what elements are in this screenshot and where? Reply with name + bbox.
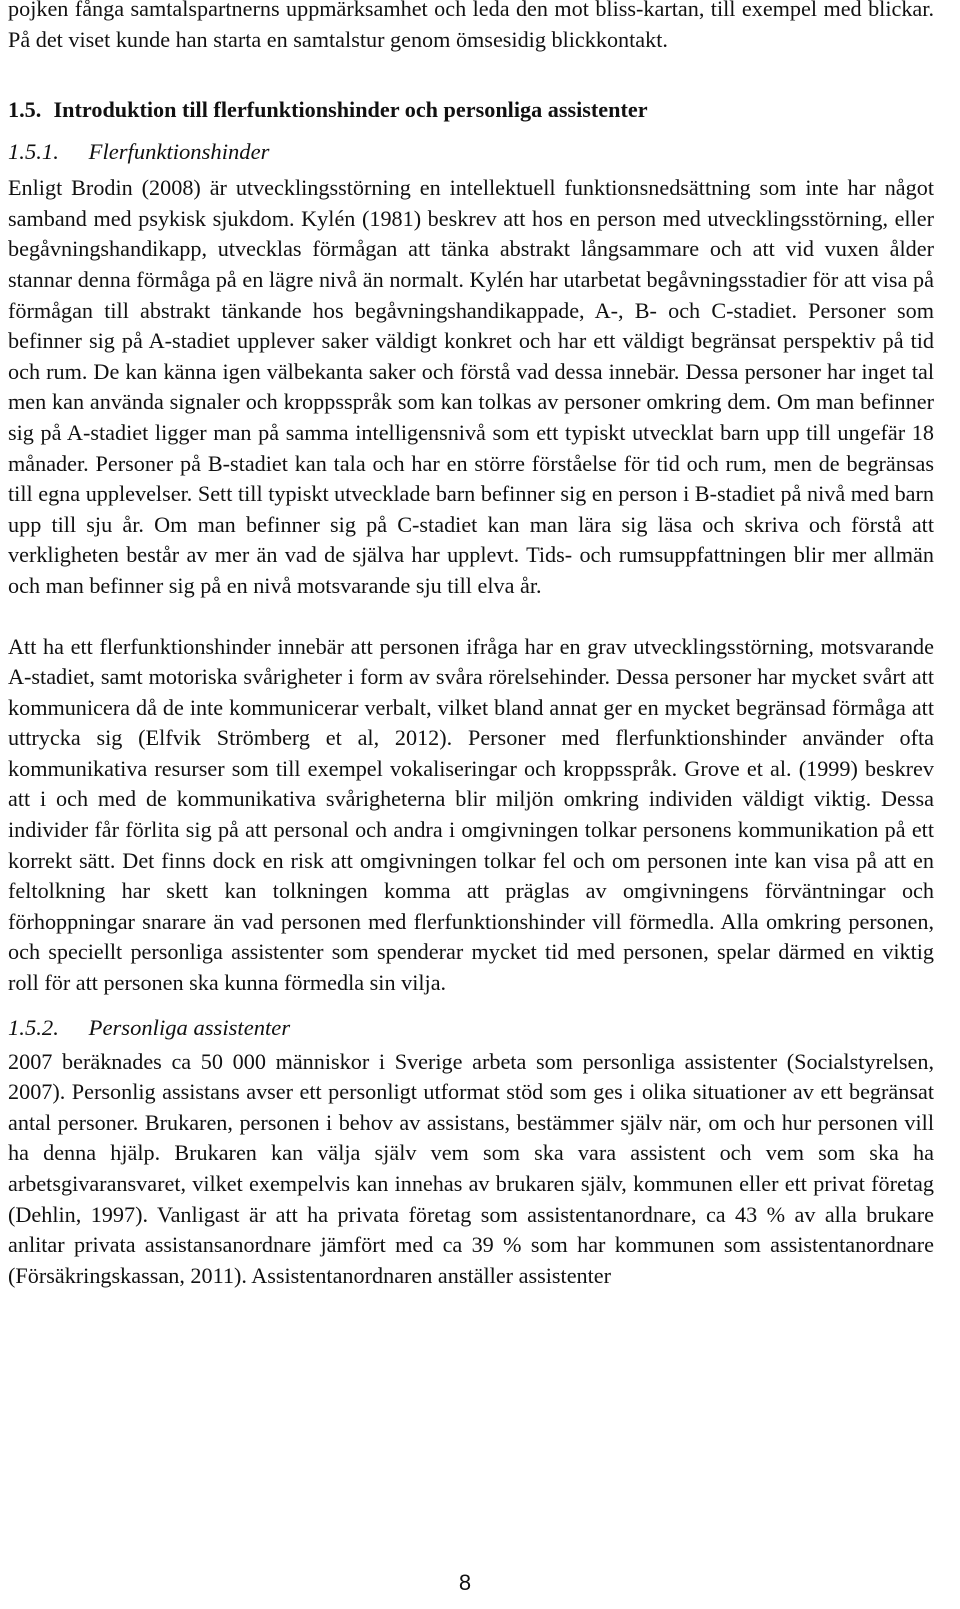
subsection-title-2: Personliga assistenter xyxy=(88,1014,291,1040)
subsection-heading-1 xyxy=(8,137,934,167)
subsection-number-1: 1.5.1. xyxy=(8,139,59,165)
subsection-title-1: Flerfunktionshinder xyxy=(88,139,270,165)
body-paragraph: 2007 beräknades ca 50 000 människor i Sverige arbeta som personliga assistenter (Socialstyrelsen, 2007). Personlig assistans avser ett personligt utformat stöd som ges i olika situationer av ett begränsat antal personer. Brukaren, personen i behov av assistans, bestämmer själv när, om och hur personen vill ha denna hjälp. Brukaren kan välja själv vem som ska vara assistent och vem som ska ha arbetsgivaransvaret, vilket exempelvis kan innehas av brukaren själv, kommunen eller ett privat företag (Dehlin, 1997). Vanligast är att ha privata företag som assistentanordnare, ca 43 % av alla brukare anlitar privata assistansanordnare jämfört med ca 39 % som har kommunen som assistentanordnare (Försäkringskassan, 2011). Assistentanordnaren anställer assistenter xyxy=(8,1048,934,1288)
subsection-number-2: 1.5.2. xyxy=(8,1014,59,1040)
body-paragraph: Enligt Brodin (2008) är utvecklingsstörning en intellektuell funktionsnedsättning som inte har något samband med psykisk sjukdom. Kylén (1981) beskrev att hos en person med utvecklingsstörning, eller begåvningshandikapp, utvecklas förmågan att tänka abstrakt långsammare och att vid vuxen ålder stannar denna förmåga på en lägre nivå än normalt. Kylén har utarbetat begåvningsstadier för att visa på förmågan till abstrakt tänkande hos begåvningshandikappade, A-, B- och C-stadiet. Personer som befinner sig på A-stadiet upplever saker väldigt konkret och har ett väldigt begränsat perspektiv på tid och rum. De kan känna igen välbekanta saker och förstå vad dessa innebär. Dessa personer har inget tal men kan använda signaler och kroppsspråk som kan tolkas av personer omkring dem. Om man befinner sig på A-stadiet ligger man på samma intelligensnivå som ett typiskt utvecklat barn upp till ungefär 18 månader. Personer på B-stadiet kan tala och har en större förståelse för tid och rum, men de begränsas till egna upplevelser. Sett till typiskt utvecklade barn befinner sig en person i B-stadiet på nivå med barn upp till sju år. Om man befinner sig på C-stadiet kan man lära sig läsa och skriva och förstå att verkligheten består av mer än vad de själva har upplevt. Tids- och rumsuppfattningen blir mer allmän och man befinner sig på en nivå motsvarande sju till elva år. xyxy=(8,175,934,598)
subsection-heading-2 xyxy=(8,1013,934,1043)
body-paragraph: Att ha ett flerfunktionshinder innebär att personen ifråga har en grav utvecklingsstörning, motsvarande A-stadiet, samt motoriska svårigheter i form av svåra rörelsehinder. Dessa personer har mycket svårt att kommunicera då de inte kommunicerar verbalt, vilket bland annat ger en mycket begränsad förmåga att uttrycka sig (Elfvik Strömberg et al, 2012). Personer med flerfunktionshinder använder ofta kommunikativa resurser som till exempel vokaliseringar och kroppsspråk. Grove et al. (1999) beskrev att i och med de kommunikativa svårigheterna blir miljön omkring individen väldigt viktig. Dessa individer får förlita sig på att personal och andra i omgivningen tolkar personens kommunikation på ett korrekt sätt. Det finns dock en risk att omgivningen tolkar fel och om personen inte kan visa på att en feltolkning har skett kan tolkningen komma att präglas av omgivningens förväntningar och förhoppningar snarare än vad personen med flerfunktionshinder vill förmedla. Alla omkring personen, och speciellt personliga assistenter som spenderar mycket tid med personen, spelar därmed en viktig roll för att personen ska kunna förmedla sin vilja. xyxy=(8,633,934,996)
intro-paragraph: pojken fånga samtalspartnerns uppmärksamhet och leda den mot bliss-kartan, till exempel med blickar. På det viset kunde han starta en samtalstur genom ömsesidig blickkontakt. xyxy=(8,0,934,52)
section-title: Introduktion till flerfunktionshinder och personliga assistenter xyxy=(53,97,648,123)
page-number: 8 xyxy=(458,1570,472,1595)
section-number: 1.5. xyxy=(8,97,42,123)
section-heading xyxy=(8,95,934,125)
